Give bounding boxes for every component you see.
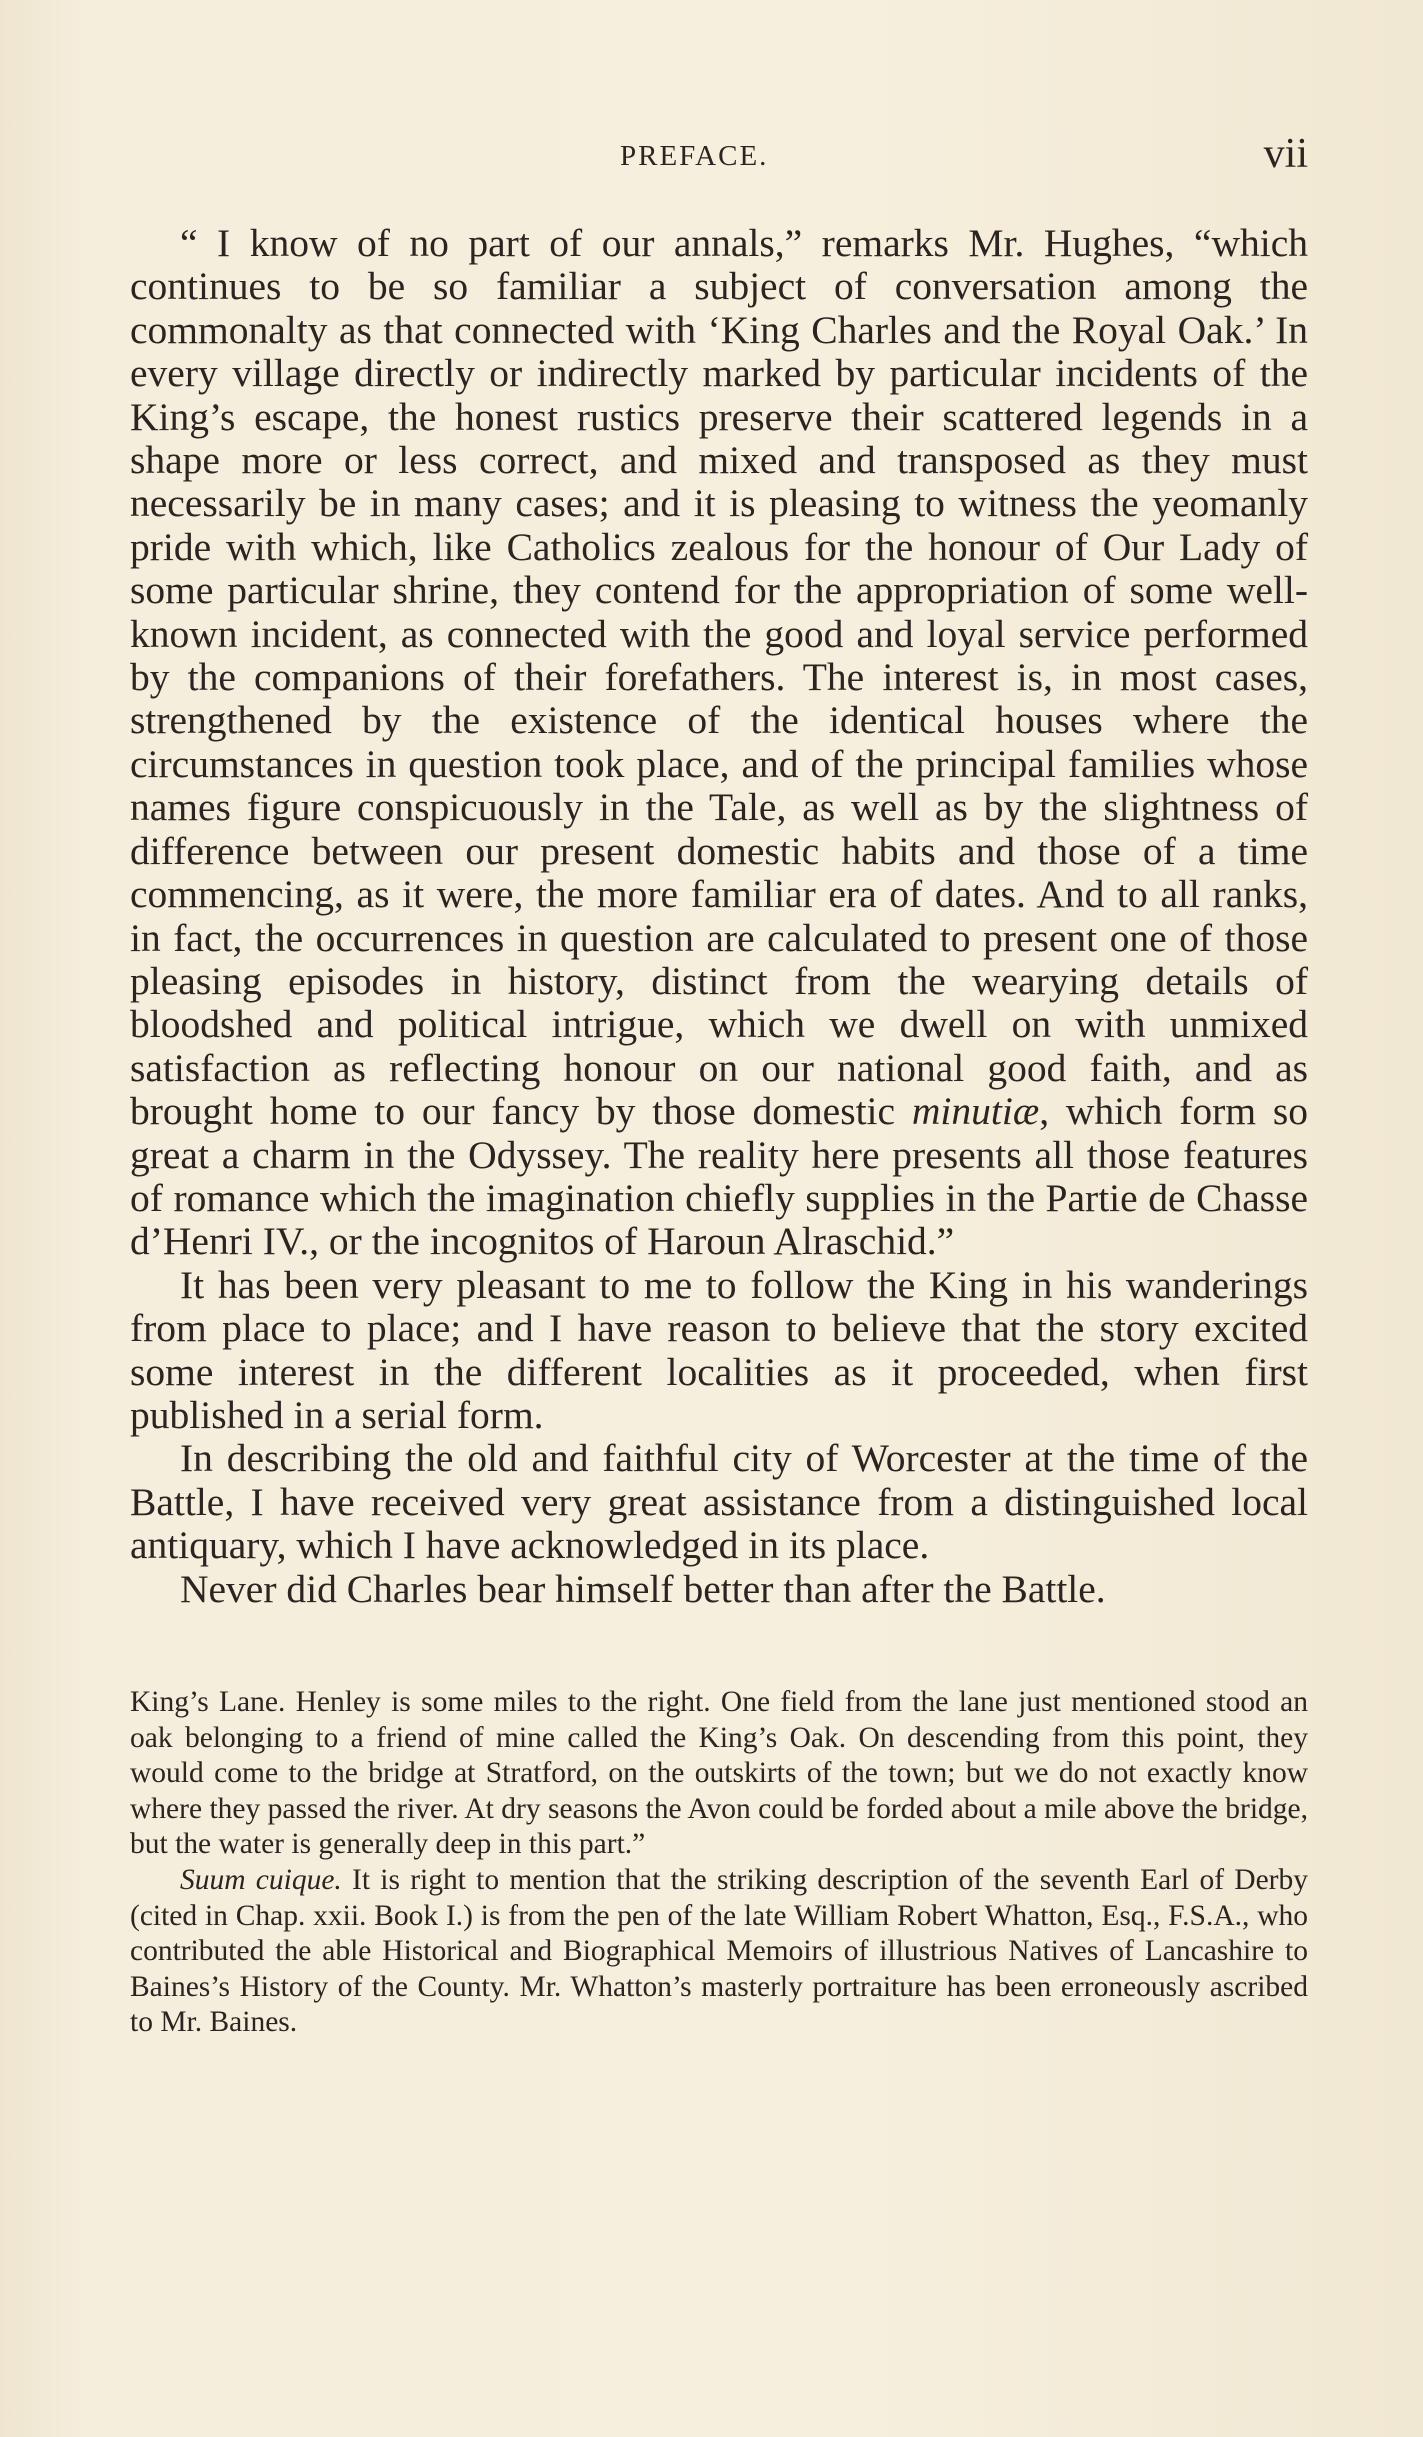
page-header [130,130,1308,190]
page-number: vii [1263,131,1308,177]
footnotes [130,1685,1308,2041]
footnote-text: It is right to mention that the striking description of the seventh Earl of Derby (cited in Chap. xxii. Book I.) is from the pen of the late William Robert Whatton, Esq., F.S.A., who contributed the able Historical and Biographical Memoirs of illustrious Natives of Lancashire to Baines’s History of the County. Mr. Whatton’s masterly portraiture has been erroneously ascribed to Mr. Baines. [130,1863,1308,2039]
running-head: PREFACE. [620,140,769,172]
paragraph-text-continued: , which form so great a charm in the Odyssey. The reality here presents all those features of romance which the imagination chiefly supplies in the Partie de Chasse d’Henri IV., or the incognitos of Haroun Alraschid.” [130,1089,1308,1264]
italic-word: minutiæ [911,1089,1040,1134]
footnote [130,1863,1308,2041]
paragraph-text: “ I know of no part of our annals,” remarks Mr. Hughes, “which continues to be so familiar a subject of conversation among the commonalty as that connected with ‘King Charles and the Royal Oak.’ In every village directly or indirectly marked by particular incidents of the King’s escape, the honest rustics preserve their scattered legends in a shape more or less correct, and mixed and transposed as they must necessarily be in many cases; and it is pleasing to witness the yeomanly pride with which, like Catholics zealous for the honour of Our Lady of some particular shrine, they contend for the appropriation of some well-known incident, as connected with the good and loyal service performed by the companions of their forefathers. The interest is, in most cases, strengthened by the existence of the identical houses where the circumstances in question took place, and of the principal families whose names figure conspicuously in the Tale, as well as by the slightness of difference between our present domestic habits and those of a time commencing, as it were, the more familiar era of dates. And to all ranks, in fact, the occurrences in question are calculated to present one of those pleasing episodes in history, distinct from the wearying details of bloodshed and political intrigue, which we dwell on with unmixed satisfaction as reflecting honour on our national good faith, and as brought home to our fancy by those domestic [130,221,1308,1134]
paragraph: Never did Charles bear himself better than after the Battle. [180,1566,1106,1611]
footnote: King’s Lane. Henley is some miles to the right. One field from the lane just mentioned stood an oak belonging to a friend of mine called the King’s Oak. On descending from this point, they would come to the bridge at Stratford, on the outskirts of the town; but we do not exactly know where they passed the river. At dry seasons the Avon could be forded about a mile above the bridge, but the water is generally deep in this part.” [130,1686,1308,1861]
footnote-heading: Suum cuique. [180,1863,342,1896]
paragraph: In describing the old and faithful city of Worcester at the time of the Battle, I have received very great assistance from a distinguished local antiquary, which I have acknowledged in its place. [130,1436,1308,1568]
paragraph: It has been very pleasant to me to follow the King in his wanderings from place to place; and I have reason to believe that the story excited some interest in the different localities as it proceeded, when first published in a serial form. [130,1262,1308,1437]
main-text [130,222,1308,1611]
paragraph [130,222,1308,1264]
